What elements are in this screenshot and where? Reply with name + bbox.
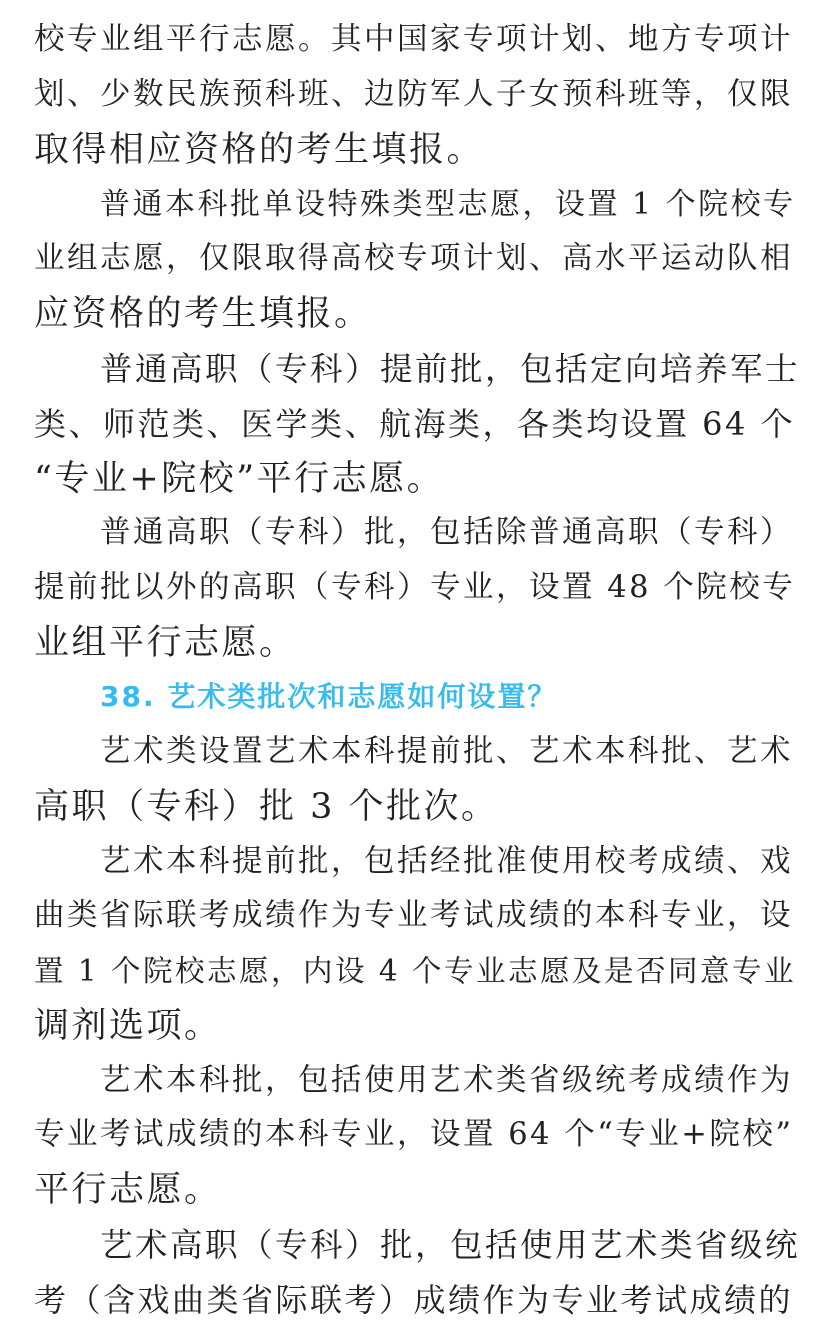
paragraph-first-line: 艺术本科提前批，包括经批准使用校考成绩、戏: [100, 844, 793, 879]
text-line: 提前批以外的高职（专科）专业，设置 48 个院校专: [34, 570, 796, 605]
text-line: 专业考试成绩的本科专业，设置 64 个“专业+院校”: [34, 1117, 794, 1152]
text-line: 高职（专科）批 3 个批次。: [34, 787, 499, 827]
paragraph-first-line: 艺术本科批，包括使用艺术类省级统考成绩作为: [100, 1063, 793, 1098]
text-line: 取得相应资格的考生填报。: [34, 130, 485, 170]
text-line: 平行志愿。: [34, 1170, 222, 1210]
text-line: 调剂选项。: [34, 1006, 222, 1046]
text-line: 曲类省际联考成绩作为专业考试成绩的本科专业，设: [34, 898, 793, 933]
text-line: 考（含戏曲类省际联考）成绩作为专业考试成绩的: [34, 1281, 794, 1319]
text-line: 置 1 个院校志愿，内设 4 个专业志愿及是否同意专业: [34, 954, 797, 988]
text-line: 划、少数民族预科班、边防军人子女预科班等，仅限: [34, 77, 793, 112]
paragraph-first-line: 艺术高职（专科）批，包括使用艺术类省级统: [100, 1226, 801, 1264]
text-line: 类、师范类、医学类、航海类，各类均设置 64 个: [34, 405, 796, 443]
paragraph-first-line: 普通高职（专科）提前批，包括定向培养军士: [100, 350, 801, 388]
paragraph-first-line: 艺术类设置艺术本科提前批、艺术本科批、艺术: [100, 734, 793, 769]
text-line: 校专业组平行志愿。其中国家专项计划、地方专项计: [34, 22, 793, 57]
text-line: 应资格的考生填报。: [34, 294, 372, 334]
text-line: “专业+院校”平行志愿。: [34, 459, 445, 499]
text-line: 业组平行志愿。: [34, 623, 297, 663]
paragraph-first-line: 普通本科批单设特殊类型志愿，设置 1 个院校专: [100, 187, 796, 222]
text-line: 业组志愿，仅限取得高校专项计划、高水平运动队相: [34, 241, 793, 276]
section-heading: 38. 艺术类批次和志愿如何设置？: [100, 680, 558, 713]
paragraph-first-line: 普通高职（专科）批，包括除普通高职（专科）: [100, 515, 793, 550]
